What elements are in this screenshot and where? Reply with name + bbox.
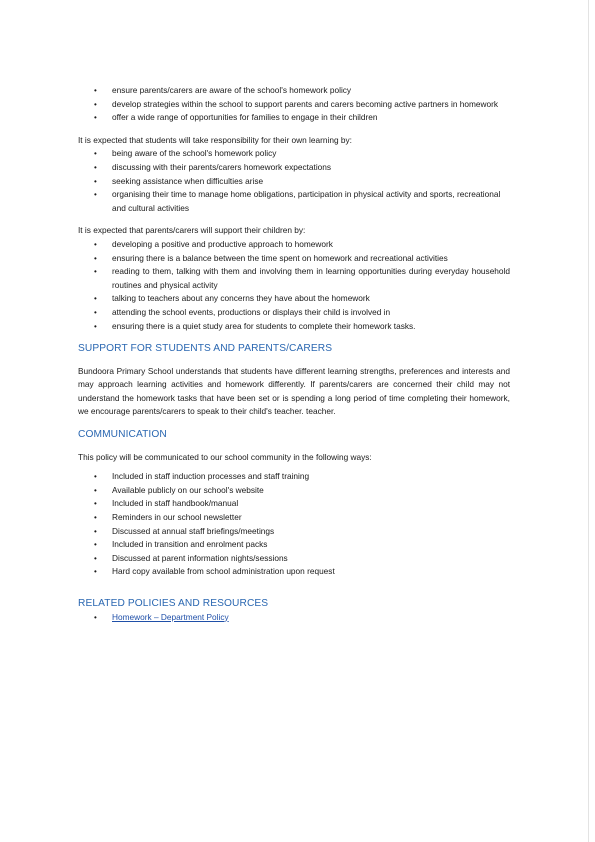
parents-lead: It is expected that parents/carers will support their children by: — [78, 225, 306, 236]
list-item — [78, 306, 510, 320]
list-item-text: Included in staff induction processes and staff training — [112, 471, 310, 482]
list-item-text: offer a wide range of opportunities for families to engage in their children — [112, 112, 378, 123]
list-item-text: organising their time to manage home obligations, participation in physical activity and sports, recreational and cultural activities — [112, 189, 501, 213]
bullet-icon: • — [94, 485, 97, 495]
bullet-icon: • — [94, 176, 97, 186]
list-item-text: reading to them, talking with them and involving them in learning opportunities during everyday household routines and physical activity — [112, 266, 510, 290]
list-item-text: talking to teachers about any concerns they have about the homework — [112, 293, 370, 304]
bullet-icon: • — [94, 307, 97, 317]
list-item-text: developing a positive and productive approach to homework — [112, 238, 333, 249]
list-item — [78, 111, 510, 125]
bullet-icon: • — [94, 113, 97, 123]
list-item-text: Hard copy available from school administration upon request — [112, 566, 335, 577]
list-item — [78, 265, 510, 292]
list-item — [78, 84, 510, 98]
list-item — [78, 497, 510, 511]
list-item — [78, 511, 510, 525]
bullet-icon: • — [94, 190, 97, 200]
list-item-text: Included in staff handbook/manual — [112, 498, 239, 509]
list-item — [78, 252, 510, 266]
list-item — [78, 188, 510, 215]
parents-bullet-list — [78, 238, 510, 333]
bullet-icon: • — [94, 612, 97, 622]
bullet-icon: • — [94, 267, 97, 277]
bullet-icon: • — [94, 162, 97, 172]
students-lead: It is expected that students will take responsibility for their own learning by: — [78, 134, 352, 145]
bullet-icon: • — [94, 472, 97, 482]
students-bullet-list — [78, 147, 510, 215]
page-content — [78, 84, 510, 624]
list-item — [78, 565, 510, 579]
list-item — [78, 538, 510, 552]
bullet-icon: • — [94, 239, 97, 249]
list-item — [78, 161, 510, 175]
list-item-text: Included in transition and enrolment packs — [112, 539, 268, 550]
list-item-text: ensure parents/carers are aware of the school's homework policy — [112, 85, 352, 95]
support-body: Bundoora Primary School understands that students have different learning strengths, preferences and interests and may approach learning activities and homework differently. If parents/carers are concerned their child may not understand the homework tasks that have been set or is spending a long period of time completing their homework, we encourage parents/carers to speak to their child's teacher. teacher. — [78, 365, 510, 417]
support-heading: SUPPORT FOR STUDENTS AND PARENTS/CARERS — [78, 343, 333, 355]
list-item — [78, 525, 510, 539]
bullet-icon: • — [94, 253, 97, 263]
bullet-icon: • — [94, 499, 97, 509]
related-heading: RELATED POLICIES AND RESOURCES — [78, 598, 269, 609]
list-item-text: ensuring there is a quiet study area for students to complete their homework tasks. — [112, 320, 416, 331]
communication-bullet-list — [78, 470, 510, 579]
communication-lead: This policy will be communicated to our school community in the following ways: — [78, 451, 372, 462]
list-item — [78, 470, 510, 484]
bullet-icon: • — [94, 567, 97, 577]
scan-edge-line — [588, 0, 589, 842]
bullet-icon: • — [94, 540, 97, 550]
list-item-text: develop strategies within the school to support parents and carers becoming active partners in homework — [112, 98, 499, 109]
list-item-text: discussing with their parents/carers homework expectations — [112, 161, 332, 172]
list-item-text: Discussed at annual staff briefings/meetings — [112, 525, 275, 536]
list-item — [78, 292, 510, 306]
list-item — [78, 98, 510, 112]
homework-department-policy-link[interactable]: Homework – Department Policy — [112, 611, 229, 622]
list-item — [78, 147, 510, 161]
bullet-icon: • — [94, 321, 97, 331]
list-item-text: Reminders in our school newsletter — [112, 512, 242, 523]
bullet-icon: • — [94, 294, 97, 304]
list-item — [78, 484, 510, 498]
bullet-icon: • — [94, 149, 97, 159]
list-item — [78, 552, 510, 566]
list-item-text: seeking assistance when difficulties arise — [112, 175, 264, 186]
list-item-text: ensuring there is a balance between the time spent on homework and recreational activities — [112, 252, 448, 263]
list-item — [78, 175, 510, 189]
related-bullet-list — [78, 611, 510, 625]
list-item-text: attending the school events, productions or displays their child is involved in — [112, 306, 391, 317]
list-item — [78, 238, 510, 252]
list-item — [78, 320, 510, 334]
communication-heading: COMMUNICATION — [78, 429, 167, 441]
list-item-text: Discussed at parent information nights/sessions — [112, 552, 288, 563]
bullet-icon: • — [94, 553, 97, 563]
list-item — [78, 611, 510, 625]
intro-bullet-list — [78, 84, 510, 125]
bullet-icon: • — [94, 526, 97, 536]
list-item-text: Available publicly on our school's website — [112, 484, 264, 495]
bullet-icon: • — [94, 513, 97, 523]
bullet-icon: • — [94, 86, 97, 95]
list-item-text: being aware of the school's homework policy — [112, 148, 277, 159]
bullet-icon: • — [94, 99, 97, 109]
